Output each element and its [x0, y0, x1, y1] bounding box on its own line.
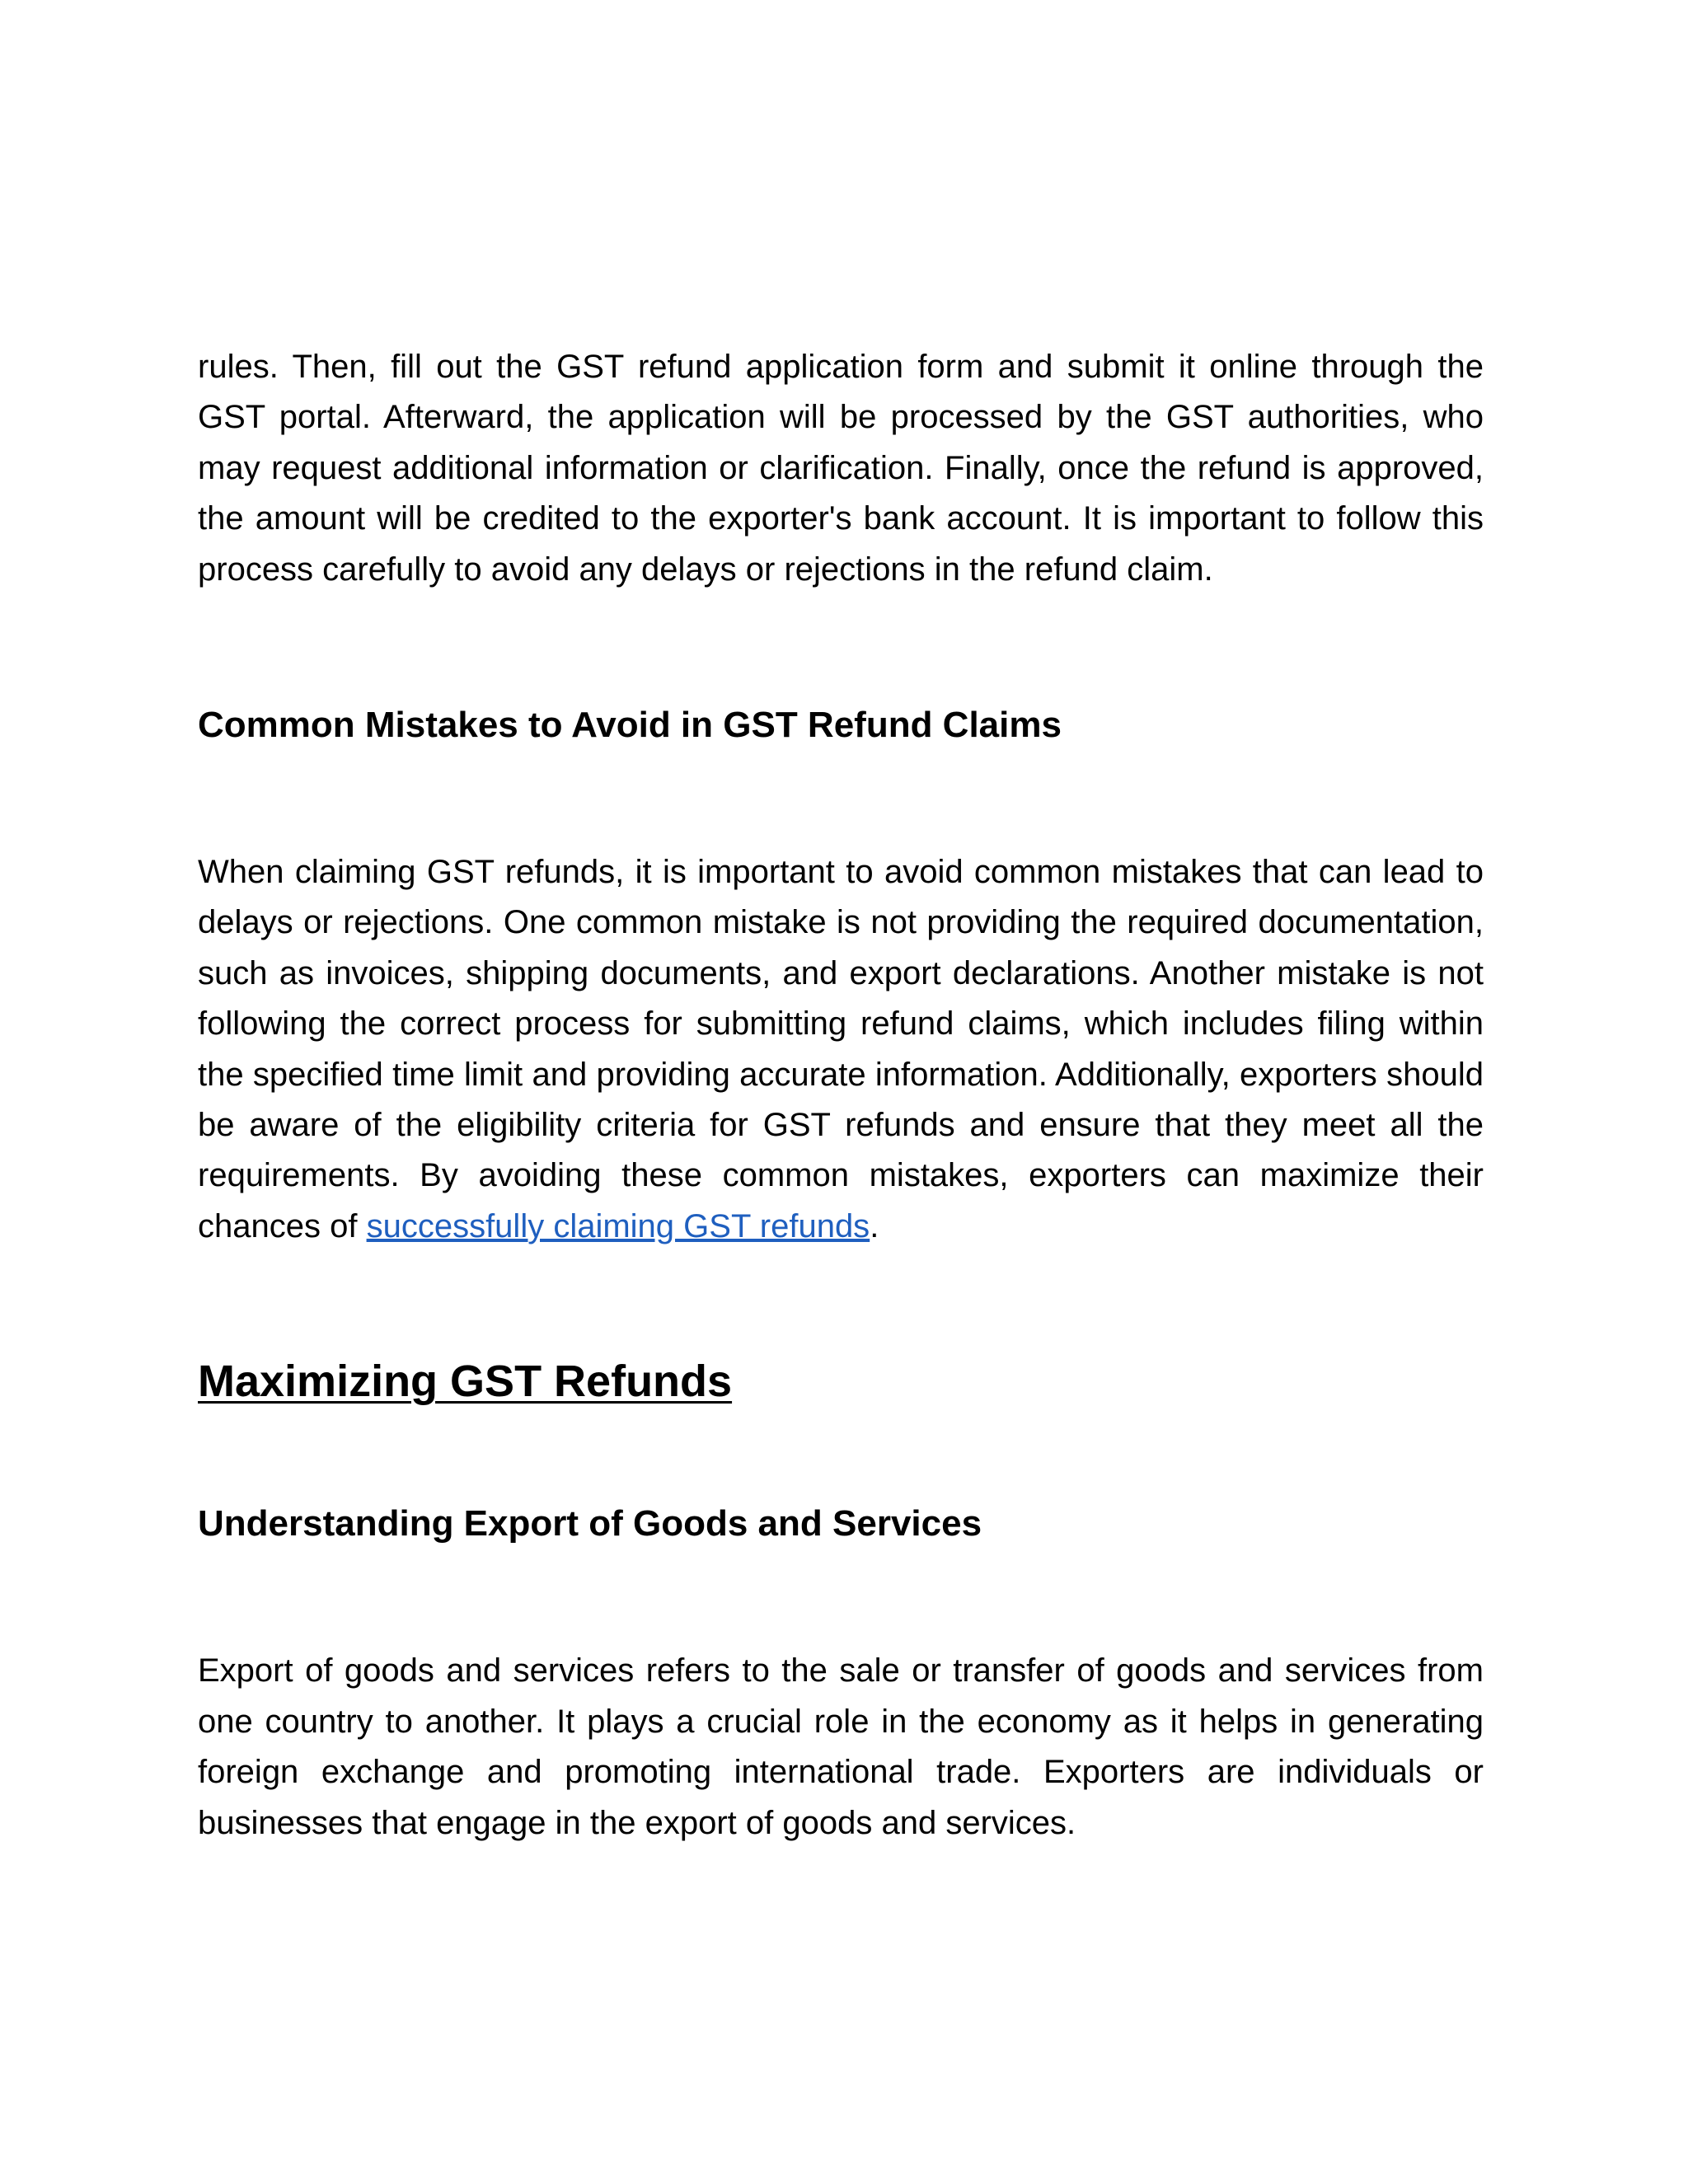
heading-common-mistakes: Common Mistakes to Avoid in GST Refund Claims [198, 705, 1062, 746]
paragraph-common-mistakes-end: . [870, 1207, 879, 1244]
paragraph-common-mistakes-text: When claiming GST refunds, it is important to avoid common mistakes that can lead to delays or rejections. One common mistake is not providing the required documentation, such as invoices, shipping documents, and export declarations. Another mistake is not following the correct process for submitting refund claims, which includes filing within the specified time limit and providing accurate information. Additionally, exporters should be aware of the eligibility criteria for GST refunds and ensure that they meet all the requirements. By avoiding these common mistakes, exporters can maximize their chances of [198, 854, 1484, 1244]
paragraph-common-mistakes [198, 847, 1484, 1252]
successfully-claiming-gst-refunds-link[interactable]: successfully claiming GST refunds [366, 1207, 870, 1244]
paragraph-export-definition: Export of goods and services refers to the sale or transfer of goods and services from one country to another. It plays a crucial role in the economy as it helps in generating foreign exchange and promoting international trade. Exporters are individuals or businesses that engage in the export of goods and services. [198, 1652, 1484, 1841]
heading-understanding-export: Understanding Export of Goods and Services [198, 1503, 982, 1544]
document-body [198, 342, 1484, 1849]
paragraph-refund-process: rules. Then, fill out the GST refund application form and submit it online through the GST portal. Afterward, the application will be processed by the GST authorities, who may request additional information or clarification. Finally, once the refund is approved, the amount will be credited to the exporter's bank account. It is important to follow this process carefully to avoid any delays or rejections in the refund claim. [198, 349, 1484, 588]
heading-maximizing-gst-refunds: Maximizing GST Refunds [198, 1357, 733, 1407]
